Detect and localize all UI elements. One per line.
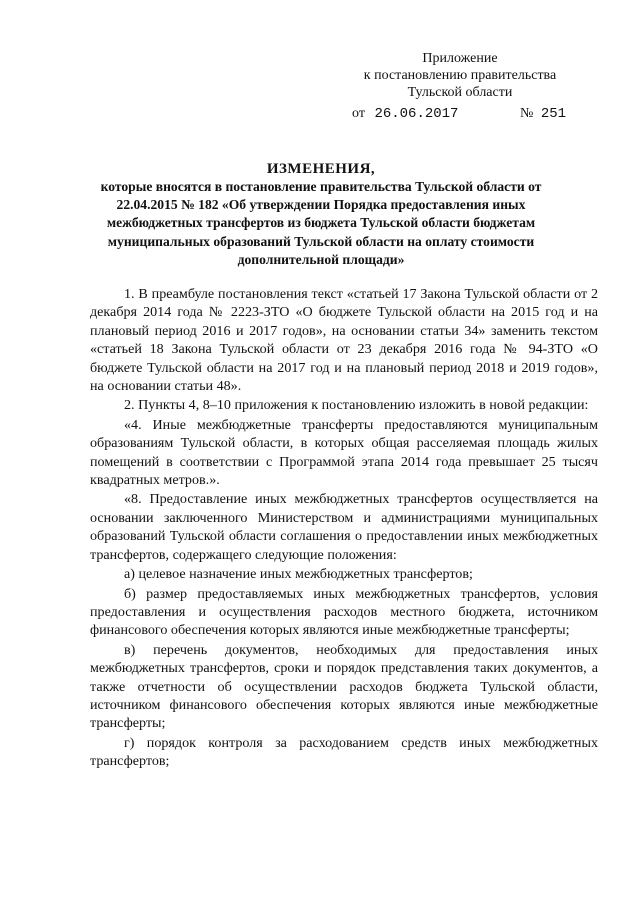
paragraph-items-change: 2. Пункты 4, 8–10 приложения к постановлению изложить в новой редакции:	[124, 397, 589, 414]
paragraph-item-4: «4. Иные межбюджетные трансферты предоставляются муниципальным образованиям Тульской области, в которых общая расселяемая площадь жилых помещений в соответствии с Программой этапа 2014 года превышает 25 тысяч квадратных метров.».	[90, 416, 598, 489]
appendix-header	[340, 50, 580, 101]
document-title: ИЗМЕНЕНИЯ,	[266, 161, 376, 177]
appendix-decree-label: к постановлению правительства	[363, 68, 557, 83]
date-prefix: от	[352, 106, 365, 121]
paragraph-item-8c: в) перечень документов, необходимых для предоставления иных межбюджетных трансфертов, сроки и порядок представления таких документов, а также отчетности об осуществлении расходов бюджета Тульской области, источником финансового обеспечения которых являются иные межбюджетные трансферты;	[90, 641, 598, 732]
paragraph-item-8d: г) порядок контроля за расходованием средств иных межбюджетных трансфертов;	[90, 734, 598, 770]
appendix-label: Приложение	[422, 51, 498, 66]
document-subtitle: которые вносятся в постановление правительства Тульской области от 22.04.2015 № 182 «Об утверждении Порядка предоставления иных межбюджетных трансфертов из бюджета Тульской области бюджетам муниципальных образований Тульской области на оплату стоимости дополнительной площади»	[100, 179, 542, 267]
decree-reference	[352, 106, 566, 122]
number-prefix: №	[519, 106, 534, 121]
paragraph-preamble-change: 1. В преамбуле постановления текст «статьей 17 Закона Тульской области от 2 декабря 2014 года № 2223-ЗТО «О бюджете Тульской области на 2015 год и на плановый период 2016 и 2017 годов», на основании статьи 34» заменить текстом «статьей 18 Закона Тульской области от 23 декабря 2016 года № 94-ЗТО «О бюджете Тульской области на 2017 год и на плановый период 2018 и 2019 годов», на основании статьи 48».	[90, 286, 598, 395]
paragraph-item-8a: а) целевое назначение иных межбюджетных трансфертов;	[124, 566, 473, 583]
paragraph-item-8: «8. Предоставление иных межбюджетных трансфертов осуществляется на основании заключенного Министерством и администрациями муниципальных образований Тульской области соглашения о предоставлении иных межбюджетных трансфертов, содержащего следующие положения:	[90, 491, 598, 563]
document-body	[90, 285, 598, 772]
decree-number: 251	[540, 106, 567, 122]
appendix-region-label: Тульской области	[407, 85, 513, 100]
decree-date: 26.06.2017	[374, 106, 459, 122]
document-heading	[86, 160, 556, 269]
paragraph-item-8b: б) размер предоставляемых иных межбюджетных трансфертов, условия предоставления и осуществления расходов местного бюджета, источником финансового обеспечения которых являются иные межбюджетные трансферты;	[90, 585, 598, 639]
